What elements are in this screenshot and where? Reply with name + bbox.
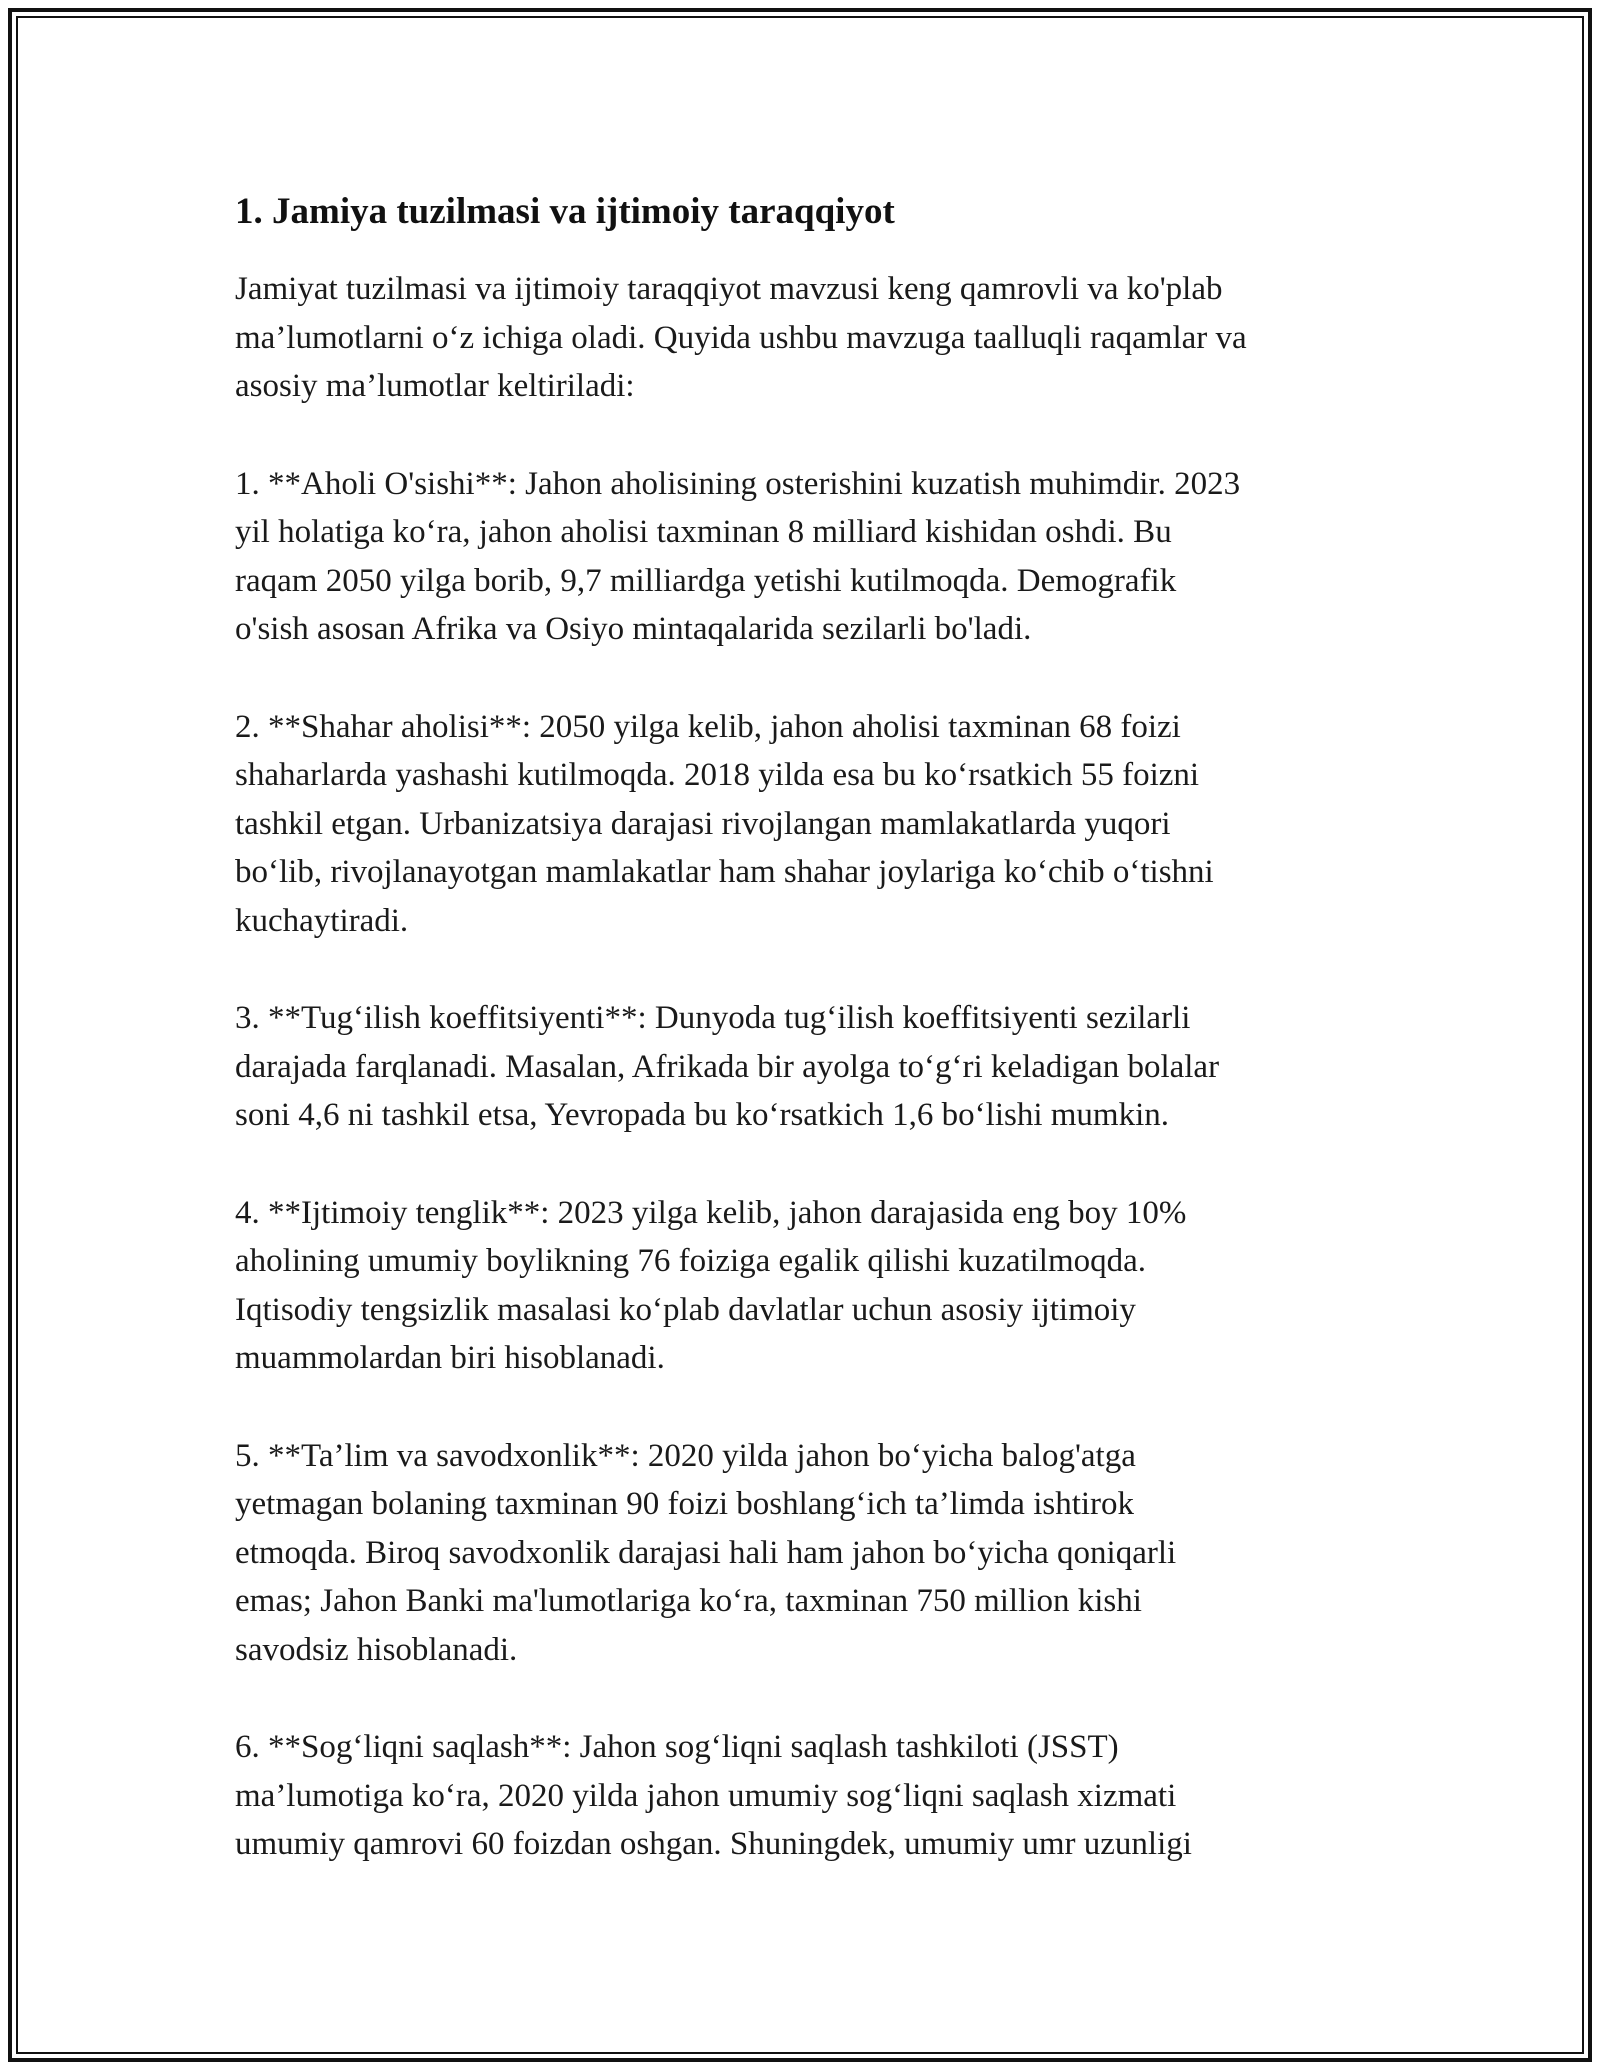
paragraph-population-growth: 1. **Aholi O'sishi**: Jahon aholisining osterishini kuzatish muhimdir. 2023 yil holatiga ko‘ra, jahon aholisi taxminan 8 milliard kishidan oshdi. Bu raqam 2050 yilga borib, 9,7 milliardga yetishi kutilmoqda. Demografik o'sish asosan Afrika va Osiyo mintaqalarida sezilarli bo'ladi. [235, 465, 1241, 647]
paragraph-social-equality: 4. **Ijtimoiy tenglik**: 2023 yilga kelib, jahon darajasida eng boy 10% aholining umumiy boylikning 76 foiziga egalik qilishi kuzatilmoqda. Iqtisodiy tengsizlik masalasi ko‘plab davlatlar uchun asosiy ijtimoiy muammolardan biri hisoblanadi. [235, 1194, 1187, 1376]
section-heading: 1. Jamiya tuzilmasi va ijtimoiy taraqqiyot [235, 191, 895, 232]
paragraph-urban-population: 2. **Shahar aholisi**: 2050 yilga kelib, jahon aholisi taxminan 68 foizi shaharlarda yashashi kutilmoqda. 2018 yilda esa bu ko‘rsatkich 55 foizni tashkil etgan. Urbanizatsiya darajasi rivojlangan mamlakatlarda yuqori bo‘lib, rivojlanayotgan mamlakatlar ham shahar joylariga ko‘chib o‘tishni kuchaytiradi. [235, 708, 1214, 939]
intro-paragraph: Jamiyat tuzilmasi va ijtimoiy taraqqiyot mavzusi keng qamrovli va ko'plab ma’lumotlarni o‘z ichiga oladi. Quyida ushbu mavzuga taalluqli raqamlar va asosiy ma’lumotlar keltiriladi: [235, 271, 1247, 404]
document-body [235, 188, 1370, 1918]
paragraph-education-literacy: 5. **Ta’lim va savodxonlik**: 2020 yilda jahon bo‘yicha balog'atga yetmagan bolaning taxminan 90 foizi boshlang‘ich ta’limda ishtirok etmoqda. Biroq savodxonlik darajasi hali ham jahon bo‘yicha qoniqarli emas; Jahon Banki ma'lumotlariga ko‘ra, taxminan 750 million kishi savodsiz hisoblanadi. [235, 1437, 1177, 1668]
paragraph-fertility-rate: 3. **Tug‘ilish koeffitsiyenti**: Dunyoda tug‘ilish koeffitsiyenti sezilarli darajada farqlanadi. Masalan, Afrikada bir ayolga to‘g‘ri keladigan bolalar soni 4,6 ni tashkil etsa, Yevropada bu ko‘rsatkich 1,6 bo‘lishi mumkin. [235, 1000, 1220, 1133]
paragraph-healthcare: 6. **Sog‘liqni saqlash**: Jahon sog‘liqni saqlash tashkiloti (JSST) ma’lumotiga ko‘ra, 2020 yilda jahon umumiy sog‘liqni saqlash xizmati umumiy qamrovi 60 foizdan oshgan. Shuningdek, umumiy umr uzunligi [235, 1729, 1192, 1862]
